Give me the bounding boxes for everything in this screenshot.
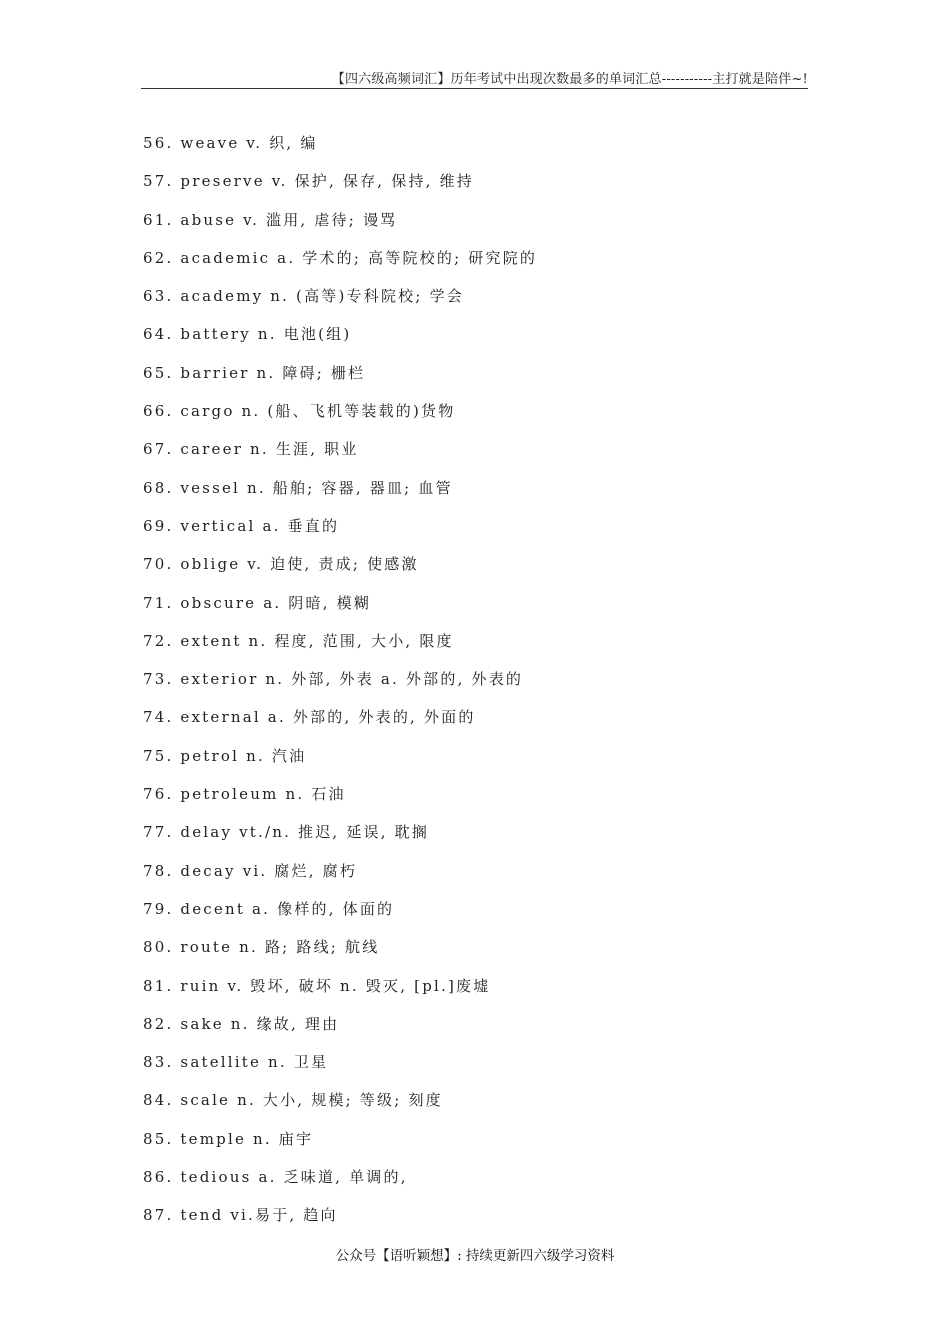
list-item: 61. abuse v. 滥用, 虐待; 谩骂 <box>143 210 398 229</box>
list-item: 71. obscure a. 阴暗, 模糊 <box>143 593 372 612</box>
list-item: 68. vessel n. 船舶; 容器, 器皿; 血管 <box>143 478 453 497</box>
list-item: 78. decay vi. 腐烂, 腐朽 <box>143 861 358 880</box>
list-item: 79. decent a. 像样的, 体面的 <box>143 899 395 918</box>
list-item: 75. petrol n. 汽油 <box>143 746 307 765</box>
list-item: 64. battery n. 电池(组) <box>143 325 352 344</box>
list-item: 77. delay vt./n. 推迟, 延误, 耽搁 <box>143 823 430 842</box>
header-title: 【四六级高频词汇】历年考试中出现次数最多的单词汇总-----------主打就是陪伴~! <box>331 72 808 87</box>
list-item: 82. sake n. 缘故, 理由 <box>143 1014 340 1033</box>
list-item: 76. petroleum n. 石油 <box>143 785 346 804</box>
list-item: 57. preserve v. 保护, 保存, 保持, 维持 <box>143 172 474 191</box>
page-footer: 公众号【语听颖想】: 持续更新四六级学习资料 <box>335 1248 615 1264</box>
list-item: 83. satellite n. 卫星 <box>143 1053 329 1072</box>
list-item: 86. tedious a. 乏味道, 单调的, <box>143 1168 408 1187</box>
list-item: 80. route n. 路; 路线; 航线 <box>143 938 380 957</box>
list-item: 69. vertical a. 垂直的 <box>143 516 340 535</box>
list-item: 66. cargo n. (船、飞机等装载的)货物 <box>143 402 456 421</box>
list-item: 67. career n. 生涯, 职业 <box>143 440 359 459</box>
list-item: 70. oblige v. 迫使, 责成; 使感激 <box>143 555 419 574</box>
vocabulary-list <box>143 128 823 1239</box>
list-item: 87. tend vi.易于, 趋向 <box>143 1206 338 1225</box>
list-item: 72. extent n. 程度, 范围, 大小, 限度 <box>143 631 454 650</box>
list-item: 62. academic a. 学术的; 高等院校的; 研究院的 <box>143 248 538 267</box>
list-item: 63. academy n. (高等)专科院校; 学会 <box>143 287 464 306</box>
list-item: 56. weave v. 织, 编 <box>143 134 318 152</box>
list-item: 81. ruin v. 毁坏, 破坏 n. 毁灭, [pl.]废墟 <box>143 976 491 995</box>
list-item: 65. barrier n. 障碍; 栅栏 <box>143 363 366 382</box>
list-item: 85. temple n. 庙宇 <box>143 1129 314 1148</box>
list-item: 73. exterior n. 外部, 外表 a. 外部的, 外表的 <box>143 670 524 689</box>
list-item: 74. external a. 外部的, 外表的, 外面的 <box>143 708 476 727</box>
page-header <box>141 66 808 89</box>
list-item: 84. scale n. 大小, 规模; 等级; 刻度 <box>143 1091 443 1110</box>
